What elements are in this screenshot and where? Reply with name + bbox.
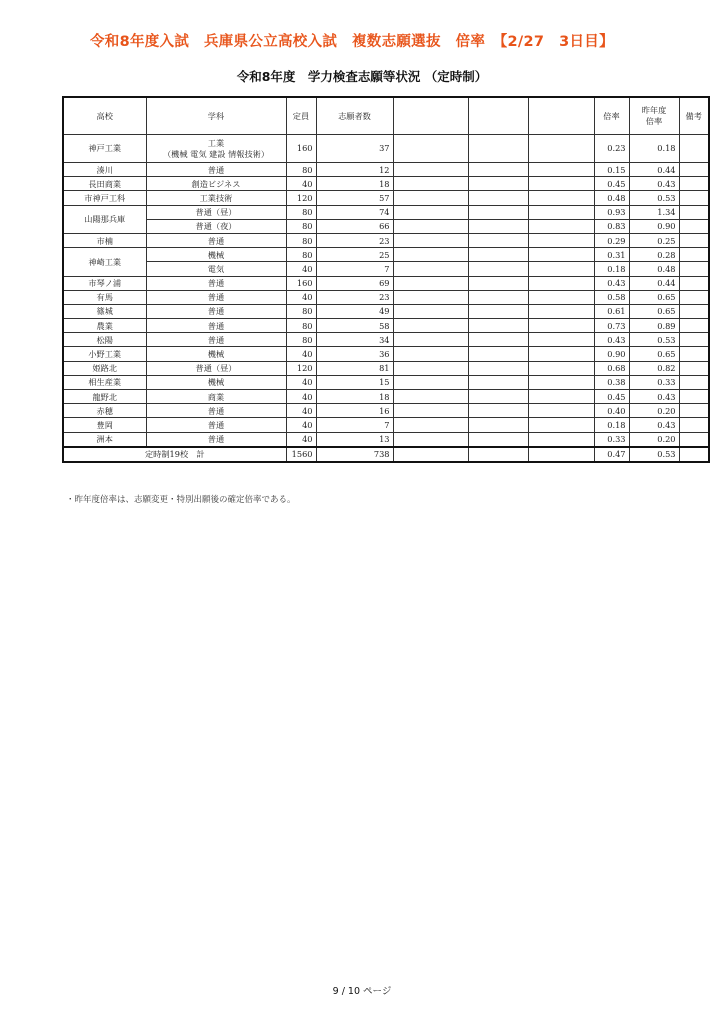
blank-cell <box>528 304 594 318</box>
course-main: 工業 <box>207 138 225 148</box>
blank-cell <box>468 219 528 233</box>
blank-cell <box>393 304 468 318</box>
prev-ratio-cell: 0.53 <box>629 333 679 347</box>
capacity-cell: 40 <box>286 390 316 404</box>
course-cell: 機械 <box>146 248 286 262</box>
prev-ratio-cell: 0.43 <box>629 177 679 191</box>
course-cell <box>146 135 286 163</box>
notes-cell <box>679 333 709 347</box>
course-cell: 機械 <box>146 375 286 389</box>
capacity-cell: 120 <box>286 361 316 375</box>
prev-ratio-cell: 0.20 <box>629 404 679 418</box>
blank-cell <box>528 205 594 219</box>
blank-cell <box>468 304 528 318</box>
blank-cell <box>393 290 468 304</box>
ratio-cell: 0.43 <box>594 333 629 347</box>
prev-ratio-cell: 0.28 <box>629 248 679 262</box>
blank-cell <box>528 248 594 262</box>
prev-ratio-header-text: 昨年度倍率 <box>641 105 667 126</box>
ratio-cell: 0.93 <box>594 205 629 219</box>
table-row <box>63 418 709 432</box>
ratio-cell: 0.61 <box>594 304 629 318</box>
course-cell: 機械 <box>146 347 286 361</box>
notes-cell <box>679 447 709 462</box>
course-cell: 普通 <box>146 276 286 290</box>
col-header-school: 高校 <box>63 97 146 135</box>
blank-cell <box>393 333 468 347</box>
blank-cell <box>468 361 528 375</box>
capacity-cell: 80 <box>286 219 316 233</box>
course-cell: 普通 <box>146 290 286 304</box>
ratio-cell: 0.23 <box>594 135 629 163</box>
school-cell: 山陽那兵庫 <box>63 205 146 233</box>
capacity-cell: 40 <box>286 418 316 432</box>
blank-cell <box>468 233 528 247</box>
table-row <box>63 375 709 389</box>
applicants-cell: 69 <box>316 276 393 290</box>
table-row <box>63 248 709 262</box>
table-row <box>63 304 709 318</box>
col-header-applicants: 志願者数 <box>316 97 393 135</box>
applicants-cell: 12 <box>316 163 393 177</box>
ratio-cell: 0.40 <box>594 404 629 418</box>
ratio-cell: 0.29 <box>594 233 629 247</box>
capacity-cell: 40 <box>286 432 316 447</box>
applicants-cell: 18 <box>316 177 393 191</box>
notes-cell <box>679 361 709 375</box>
ratio-cell: 0.33 <box>594 432 629 447</box>
applicants-cell: 57 <box>316 191 393 205</box>
blank-cell <box>468 177 528 191</box>
course-cell: 普通 <box>146 333 286 347</box>
notes-cell <box>679 390 709 404</box>
school-cell: 農業 <box>63 319 146 333</box>
table-title: 令和8年度 学力検査志願等状況 （定時制） <box>236 69 488 84</box>
blank-cell <box>528 418 594 432</box>
notes-cell <box>679 404 709 418</box>
prev-ratio-cell: 0.65 <box>629 290 679 304</box>
course-cell: 普通 <box>146 319 286 333</box>
table-row <box>63 390 709 404</box>
applicants-cell: 7 <box>316 262 393 276</box>
prev-ratio-cell: 0.25 <box>629 233 679 247</box>
notes-cell <box>679 205 709 219</box>
blank-cell <box>528 432 594 447</box>
capacity-cell: 40 <box>286 375 316 389</box>
capacity-cell: 40 <box>286 290 316 304</box>
notes-cell <box>679 163 709 177</box>
table-row <box>63 262 709 276</box>
capacity-cell: 160 <box>286 276 316 290</box>
blank-cell <box>393 375 468 389</box>
school-cell: 松陽 <box>63 333 146 347</box>
table-row <box>63 219 709 233</box>
blank-cell <box>393 191 468 205</box>
col-header-ratio: 倍率 <box>594 97 629 135</box>
course-cell: 普通 <box>146 418 286 432</box>
blank-cell <box>468 135 528 163</box>
ratio-cell: 0.31 <box>594 248 629 262</box>
blank-cell <box>528 390 594 404</box>
ratio-cell: 0.38 <box>594 375 629 389</box>
blank-cell <box>468 333 528 347</box>
prev-ratio-cell: 0.20 <box>629 432 679 447</box>
blank-cell <box>393 135 468 163</box>
blank-cell <box>468 418 528 432</box>
blank-cell <box>393 262 468 276</box>
prev-ratio-cell: 0.82 <box>629 361 679 375</box>
blank-cell <box>468 290 528 304</box>
applicants-cell: 37 <box>316 135 393 163</box>
blank-cell <box>528 191 594 205</box>
school-cell: 小野工業 <box>63 347 146 361</box>
ratio-cell: 0.43 <box>594 276 629 290</box>
school-cell: 相生産業 <box>63 375 146 389</box>
total-row <box>63 447 709 462</box>
applicants-cell: 34 <box>316 333 393 347</box>
blank-cell <box>528 163 594 177</box>
school-cell: 市楠 <box>63 233 146 247</box>
blank-cell <box>468 347 528 361</box>
table-row <box>63 333 709 347</box>
capacity-cell: 80 <box>286 304 316 318</box>
notes-cell <box>679 304 709 318</box>
course-cell: 普通 <box>146 233 286 247</box>
notes-cell <box>679 177 709 191</box>
table-row <box>63 432 709 447</box>
school-cell: 湊川 <box>63 163 146 177</box>
applicants-cell: 15 <box>316 375 393 389</box>
blank-cell <box>528 219 594 233</box>
applicants-cell: 74 <box>316 205 393 219</box>
blank-cell <box>528 262 594 276</box>
blank-cell <box>468 404 528 418</box>
applicants-cell: 81 <box>316 361 393 375</box>
table-row <box>63 319 709 333</box>
prev-ratio-cell: 0.44 <box>629 163 679 177</box>
blank-cell <box>468 191 528 205</box>
blank-cell <box>468 432 528 447</box>
col-header-capacity: 定員 <box>286 97 316 135</box>
notes-cell <box>679 219 709 233</box>
blank-cell <box>528 135 594 163</box>
course-cell: 商業 <box>146 390 286 404</box>
table-row <box>63 290 709 304</box>
prev-ratio-cell: 0.43 <box>629 418 679 432</box>
blank-cell <box>393 319 468 333</box>
blank-cell <box>528 404 594 418</box>
blank-cell <box>393 361 468 375</box>
prev-ratio-cell: 0.18 <box>629 135 679 163</box>
table-header-row <box>63 97 709 135</box>
table-row <box>63 177 709 191</box>
applicants-cell: 36 <box>316 347 393 361</box>
course-sub: （機械 電気 建設 情報技術） <box>162 148 270 159</box>
school-cell: 豊岡 <box>63 418 146 432</box>
prev-ratio-cell: 0.65 <box>629 304 679 318</box>
applicants-cell: 49 <box>316 304 393 318</box>
notes-cell <box>679 418 709 432</box>
total-capacity: 1560 <box>286 447 316 462</box>
ratio-cell: 0.48 <box>594 191 629 205</box>
ratio-cell: 0.83 <box>594 219 629 233</box>
notes-cell <box>679 248 709 262</box>
school-cell: 赤穂 <box>63 404 146 418</box>
blank-cell <box>393 163 468 177</box>
blank-cell <box>393 219 468 233</box>
applicants-cell: 16 <box>316 404 393 418</box>
applicants-cell: 23 <box>316 290 393 304</box>
notes-cell <box>679 347 709 361</box>
applicants-cell: 18 <box>316 390 393 404</box>
col-header-notes: 備考 <box>679 97 709 135</box>
course-cell: 普通（昼） <box>146 205 286 219</box>
notes-cell <box>679 290 709 304</box>
school-cell: 洲本 <box>63 432 146 447</box>
blank-cell <box>393 205 468 219</box>
applicants-cell: 13 <box>316 432 393 447</box>
notes-cell <box>679 191 709 205</box>
col-header-blank-2 <box>468 97 528 135</box>
capacity-cell: 120 <box>286 191 316 205</box>
applicants-cell: 7 <box>316 418 393 432</box>
prev-ratio-cell: 0.65 <box>629 347 679 361</box>
blank-cell <box>468 447 528 462</box>
blank-cell <box>528 276 594 290</box>
prev-ratio-cell: 0.53 <box>629 191 679 205</box>
blank-cell <box>393 390 468 404</box>
blank-cell <box>468 163 528 177</box>
blank-cell <box>393 177 468 191</box>
course-cell: 普通 <box>146 404 286 418</box>
application-status-table <box>62 96 710 463</box>
blank-cell <box>468 205 528 219</box>
total-applicants: 738 <box>316 447 393 462</box>
blank-cell <box>393 447 468 462</box>
course-cell: 普通 <box>146 304 286 318</box>
capacity-cell: 80 <box>286 163 316 177</box>
capacity-cell: 80 <box>286 319 316 333</box>
blank-cell <box>528 177 594 191</box>
applicants-cell: 25 <box>316 248 393 262</box>
notes-cell <box>679 135 709 163</box>
document-title: 令和8年度入試 兵庫県公立高校入試 複数志願選抜 倍率 【2/27 3日目】 <box>90 34 614 50</box>
prev-ratio-cell: 0.43 <box>629 390 679 404</box>
course-cell: 普通（昼） <box>146 361 286 375</box>
table-row <box>63 135 709 163</box>
blank-cell <box>468 319 528 333</box>
school-cell: 有馬 <box>63 290 146 304</box>
table-row <box>63 191 709 205</box>
blank-cell <box>468 262 528 276</box>
notes-cell <box>679 375 709 389</box>
school-cell: 神崎工業 <box>63 248 146 276</box>
ratio-cell: 0.15 <box>594 163 629 177</box>
capacity-cell: 160 <box>286 135 316 163</box>
col-header-course: 学科 <box>146 97 286 135</box>
capacity-cell: 40 <box>286 347 316 361</box>
col-header-blank-3 <box>528 97 594 135</box>
ratio-cell: 0.73 <box>594 319 629 333</box>
page-number: 9 / 10 ページ <box>332 986 392 997</box>
course-cell: 普通（夜） <box>146 219 286 233</box>
table-row <box>63 276 709 290</box>
blank-cell <box>393 404 468 418</box>
prev-ratio-cell: 0.90 <box>629 219 679 233</box>
ratio-cell: 0.68 <box>594 361 629 375</box>
capacity-cell: 40 <box>286 404 316 418</box>
table-row <box>63 361 709 375</box>
prev-ratio-cell: 0.33 <box>629 375 679 389</box>
ratio-cell: 0.45 <box>594 177 629 191</box>
table-row <box>63 347 709 361</box>
blank-cell <box>393 233 468 247</box>
capacity-cell: 40 <box>286 262 316 276</box>
school-cell: 姫路北 <box>63 361 146 375</box>
blank-cell <box>528 319 594 333</box>
notes-cell <box>679 432 709 447</box>
applicants-cell: 66 <box>316 219 393 233</box>
col-header-prev-ratio <box>629 97 679 135</box>
blank-cell <box>393 276 468 290</box>
capacity-cell: 80 <box>286 333 316 347</box>
course-cell: 普通 <box>146 432 286 447</box>
blank-cell <box>393 347 468 361</box>
ratio-cell: 0.58 <box>594 290 629 304</box>
col-header-blank-1 <box>393 97 468 135</box>
ratio-cell: 0.45 <box>594 390 629 404</box>
prev-ratio-cell: 0.44 <box>629 276 679 290</box>
total-ratio: 0.47 <box>594 447 629 462</box>
table-row <box>63 404 709 418</box>
prev-ratio-cell: 0.48 <box>629 262 679 276</box>
total-label: 定時制19校 計 <box>63 447 286 462</box>
blank-cell <box>468 248 528 262</box>
blank-cell <box>393 418 468 432</box>
blank-cell <box>468 276 528 290</box>
prev-ratio-cell: 1.34 <box>629 205 679 219</box>
capacity-cell: 80 <box>286 248 316 262</box>
blank-cell <box>528 333 594 347</box>
ratio-cell: 0.18 <box>594 262 629 276</box>
course-cell: 創造ビジネス <box>146 177 286 191</box>
ratio-cell: 0.18 <box>594 418 629 432</box>
school-cell: 篠城 <box>63 304 146 318</box>
blank-cell <box>528 375 594 389</box>
blank-cell <box>393 248 468 262</box>
school-cell: 龍野北 <box>63 390 146 404</box>
school-cell: 市琴ノ浦 <box>63 276 146 290</box>
notes-cell <box>679 233 709 247</box>
course-cell: 普通 <box>146 163 286 177</box>
applicants-cell: 23 <box>316 233 393 247</box>
capacity-cell: 80 <box>286 205 316 219</box>
prev-ratio-cell: 0.89 <box>629 319 679 333</box>
school-cell: 市神戸工科 <box>63 191 146 205</box>
blank-cell <box>528 347 594 361</box>
notes-cell <box>679 319 709 333</box>
blank-cell <box>468 390 528 404</box>
school-cell: 長田商業 <box>63 177 146 191</box>
blank-cell <box>528 290 594 304</box>
course-cell: 工業技術 <box>146 191 286 205</box>
blank-cell <box>528 361 594 375</box>
notes-cell <box>679 276 709 290</box>
blank-cell <box>468 375 528 389</box>
blank-cell <box>528 233 594 247</box>
table-row <box>63 205 709 219</box>
school-cell: 神戸工業 <box>63 135 146 163</box>
table-row <box>63 233 709 247</box>
blank-cell <box>393 432 468 447</box>
table-row <box>63 163 709 177</box>
footnote: ・昨年度倍率は、志願変更・特別出願後の確定倍率である。 <box>66 495 296 505</box>
applicants-cell: 58 <box>316 319 393 333</box>
course-cell: 電気 <box>146 262 286 276</box>
total-prev-ratio: 0.53 <box>629 447 679 462</box>
capacity-cell: 80 <box>286 233 316 247</box>
blank-cell <box>528 447 594 462</box>
notes-cell <box>679 262 709 276</box>
ratio-cell: 0.90 <box>594 347 629 361</box>
capacity-cell: 40 <box>286 177 316 191</box>
